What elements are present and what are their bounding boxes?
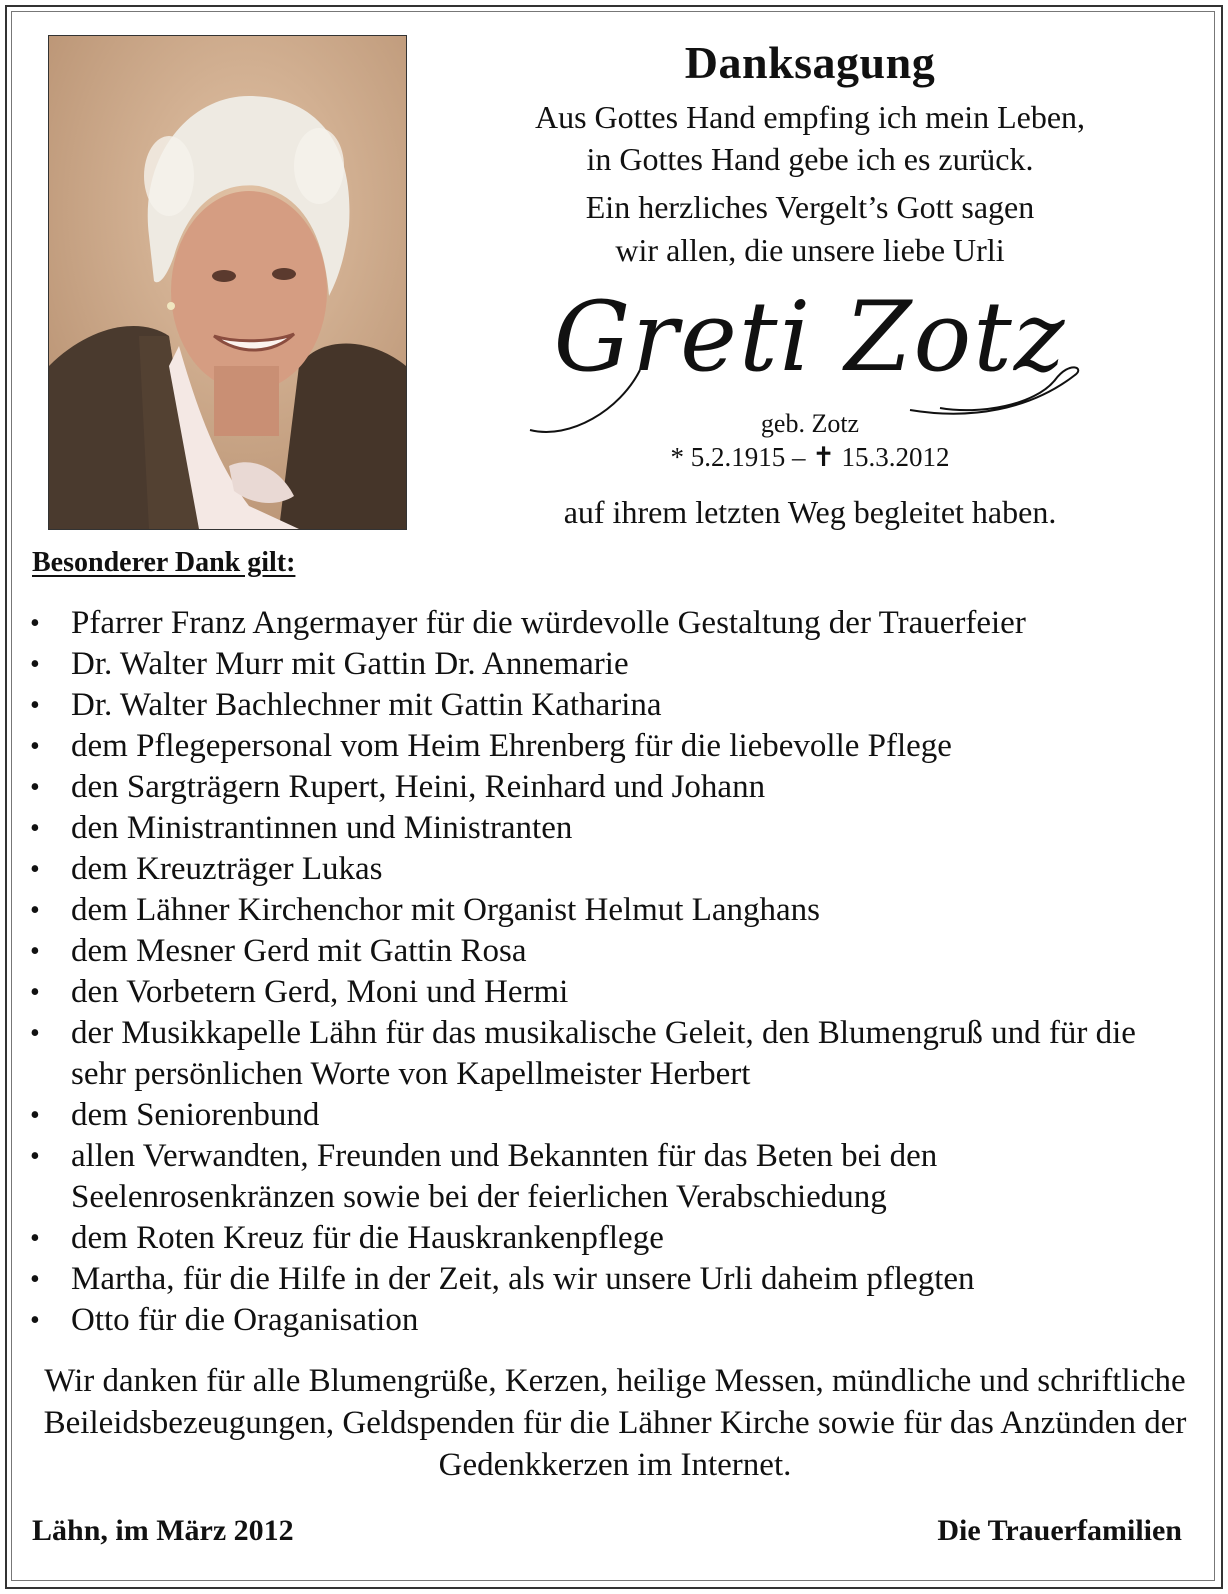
list-item	[30, 1300, 1195, 1341]
page-title: Danksagung	[684, 37, 936, 88]
bullet: •	[30, 1264, 40, 1295]
list-item-text: dem Seniorenbund	[71, 1097, 320, 1133]
list-item	[30, 1095, 1195, 1136]
list-item	[30, 1136, 1195, 1218]
list-item-text: dem Pflegepersonal vom Heim Ehrenberg für die liebevolle Pflege	[71, 728, 952, 764]
list-item-text: allen Verwandten, Freunden und Bekannten für das Beten bei den Seelenrosenkränzen sowie bei der feierlichen Verabschiedung	[71, 1138, 938, 1215]
thanks-list	[30, 603, 1195, 1341]
list-item-text: den Vorbetern Gerd, Moni und Hermi	[71, 974, 569, 1010]
list-item-text: Otto für die Oraganisation	[71, 1302, 419, 1338]
place-date: Lähn, im März 2012	[32, 1514, 294, 1547]
list-item-text: dem Mesner Gerd mit Gattin Rosa	[71, 933, 527, 969]
bullet: •	[30, 936, 40, 967]
bullet: •	[30, 608, 40, 639]
portrait-photo	[48, 35, 407, 530]
list-item-text: Pfarrer Franz Angermayer für die würdevolle Gestaltung der Trauerfeier	[71, 605, 1026, 641]
list-item-text: Martha, für die Hilfe in der Zeit, als wir unsere Urli daheim pflegten	[71, 1261, 975, 1297]
list-item	[30, 1218, 1195, 1259]
closing-thanks: Wir danken für alle Blumengrüße, Kerzen, heilige Messen, mündliche und schriftliche Beileidsbezeugungen, Geldspenden für die Lähner Kirche sowie für das Anzünden der Gedenkkerzen im Internet.	[43, 1363, 1187, 1483]
bullet: •	[30, 1223, 40, 1254]
bullet: •	[30, 649, 40, 680]
list-item	[30, 890, 1195, 931]
verse-line-1: Aus Gottes Hand empfing ich mein Leben,	[534, 99, 1086, 135]
list-item	[30, 1013, 1195, 1095]
bullet: •	[30, 977, 40, 1008]
verse	[430, 96, 1190, 180]
intro-line-1: Ein herzliches Vergelt’s Gott sagen	[585, 189, 1035, 225]
bullet: •	[30, 813, 40, 844]
list-item	[30, 1259, 1195, 1300]
bullet: •	[30, 1018, 40, 1049]
face	[171, 191, 327, 391]
list-item	[30, 849, 1195, 890]
list-item	[30, 767, 1195, 808]
intro-line-2: wir allen, die unsere liebe Urli	[615, 232, 1005, 268]
intro	[430, 186, 1190, 272]
list-item-text: dem Kreuzträger Lukas	[71, 851, 383, 887]
list-item-text: den Sargträgern Rupert, Heini, Reinhard und Johann	[71, 769, 766, 805]
list-item-text: Dr. Walter Murr mit Gattin Dr. Annemarie	[71, 646, 629, 682]
bullet: •	[30, 1100, 40, 1131]
bullet: •	[30, 731, 40, 762]
deceased-name: Greti Zotz	[553, 281, 1067, 393]
bullet: •	[30, 1305, 40, 1336]
list-item	[30, 808, 1195, 849]
portrait-illustration	[49, 36, 406, 529]
list-item	[30, 726, 1195, 767]
list-item	[30, 931, 1195, 972]
life-dates: * 5.2.1915 – ✝ 15.3.2012	[670, 442, 950, 472]
neck	[214, 366, 279, 436]
birth-name: geb. Zotz	[760, 409, 860, 438]
bullet: •	[30, 854, 40, 885]
list-item-text: dem Roten Kreuz für die Hauskrankenpflege	[71, 1220, 664, 1256]
bullet: •	[30, 1141, 40, 1172]
bullet: •	[30, 895, 40, 926]
signature: Die Trauerfamilien	[937, 1514, 1182, 1547]
list-item	[30, 603, 1195, 644]
list-item	[30, 644, 1195, 685]
special-thanks-heading: Besonderer Dank gilt:	[32, 547, 296, 578]
list-item	[30, 685, 1195, 726]
bullet: •	[30, 772, 40, 803]
bullet: •	[30, 690, 40, 721]
list-item-text: dem Lähner Kirchenchor mit Organist Helmut Langhans	[71, 892, 821, 928]
closing-line: auf ihrem letzten Weg begleitet haben.	[563, 494, 1057, 530]
list-item-text: der Musikkapelle Lähn für das musikalische Geleit, den Blumengruß und für die sehr persönlichen Worte von Kapellmeister Herbert	[71, 1015, 1136, 1092]
list-item	[30, 972, 1195, 1013]
verse-line-2: in Gottes Hand gebe ich es zurück.	[586, 141, 1034, 177]
list-item-text: Dr. Walter Bachlechner mit Gattin Katharina	[71, 687, 662, 723]
list-item-text: den Ministrantinnen und Ministranten	[71, 810, 573, 846]
